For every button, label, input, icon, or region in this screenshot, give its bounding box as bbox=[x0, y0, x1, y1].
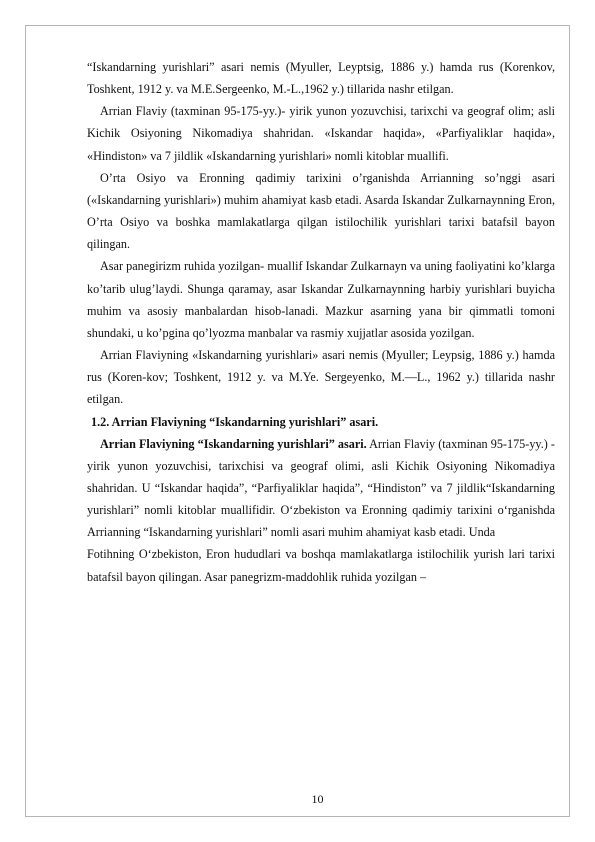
paragraph-arrian-bio: Arrian Flaviy (taxminan 95-175-yy.)- yirik yunon yozuvchisi, tarixchi va geograf olim; asli Kichik Osiyoning Nikomadiya shahridan. «Iskandar haqida», «Parfiyaliklar haqida», «Hindiston» va 7 jildlik «Iskandarning yurishlari» nomli kitoblar muallifi. bbox=[87, 104, 555, 163]
section-text: Arrian Flaviy (taxminan 95-175-yy.) - yirik yunon yozuvchisi, tarixchisi va geograf olimi, asli Kichik Osiyoning Nikomadiya shahridan. U “Iskandar haqida”, “Parfiyaliklar haqida”, “Hindiston” va 7 jildlik“Iskandarning yurishlari” nomli kitoblar muallifidir. O‘zbekiston va Eronning qadimiy tarixini o‘rganishda Arrianning “Iskandarning yurishlari” nomli asari muhim ahamiyat kasb etadi. Unda bbox=[87, 436, 555, 540]
section-paragraph-cont: Fotihning O‘zbekiston, Eron hududlari va boshqa mamlakatlarga istilochilik yurish lari tarixi batafsil bayon qilingan. Asar panegrizm-maddohlik ruhida yozilgan – bbox=[87, 547, 555, 584]
section-heading: 1.2. Arrian Flaviyning “Iskandarning yurishlari” asari. bbox=[91, 414, 379, 429]
page-content bbox=[87, 56, 555, 588]
section-lead-bold: Arrian Flaviyning “Iskandarning yurishlari” asari. bbox=[100, 436, 367, 451]
page-number: 10 bbox=[311, 792, 324, 806]
paragraph-central-asia-history: O’rta Osiyo va Eronning qadimiy tarixini o’rganishda Arrianning so’nggi asari («Iskandarning yurishlari») muhim ahamiyat kasb etadi. Asarda Iskandar Zulkarnaynning Eron, O’rta Osiyo va boshka mamlakatlarga qilgan istilochilik yurishlari tarixi batafsil bayon qilingan. bbox=[87, 170, 555, 252]
paragraph-editions-2: Arrian Flaviyning «Iskandarning yurishlari» asari nemis (Myuller; Leypsig, 1886 y.) hamda rus (Koren-kov; Toshkent, 1912 y. va M.Ye. Sergeyenko, M.—L., 1962 y.) tillarida nashr etilgan. bbox=[87, 348, 555, 407]
paragraph-panegyric: Asar panegirizm ruhida yozilgan- muallif Iskandar Zulkarnayn va uning faoliyatini ko’klarga ko’tarib ulug’laydi. Shunga qaramay, asar Iskandar Zulkarnaynning harbiy yurishlari buyicha muhim va asosiy manbalardan hisob-lanadi. Mazkur asarning yana bir qimmatli tomoni shundaki, u ko’pgina qo’lyozma manbalar va rasmiy xujjatlar asosida yozilgan. bbox=[87, 259, 555, 340]
paragraph-editions: “Iskandarning yurishlari” asari nemis (Myuller, Leyptsig, 1886 y.) hamda rus (Korenkov, Toshkent, 1912 y. va M.E.Sergeenko, M.-L.,1962 y.) tillarida nashr etilgan. bbox=[87, 60, 555, 97]
section-paragraph bbox=[87, 433, 555, 544]
